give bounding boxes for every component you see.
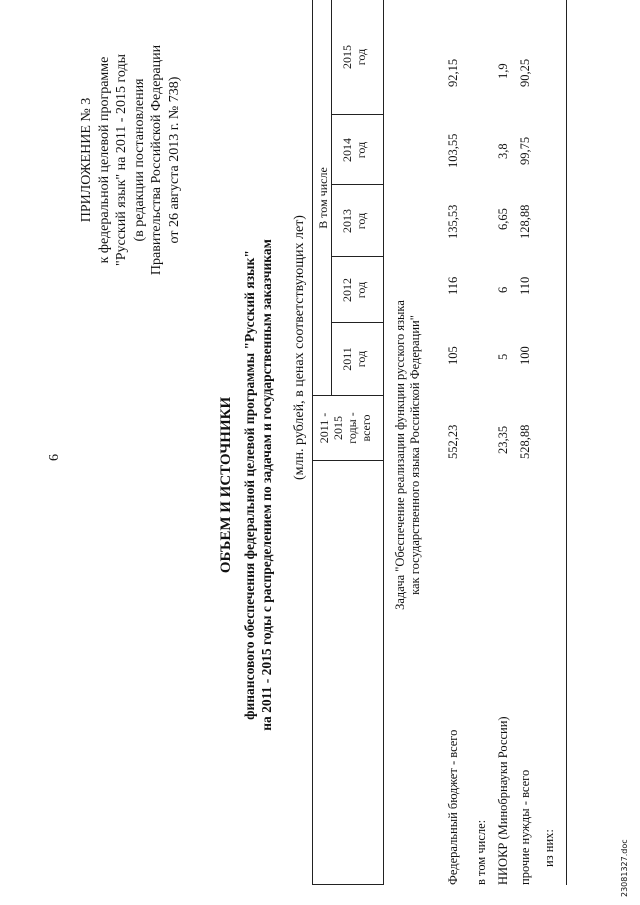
cell-2012: 116 xyxy=(446,276,460,295)
document-title xyxy=(218,125,275,845)
cell-2015: 90,25 xyxy=(518,58,532,87)
row-label-niokr: НИОКР (Минобрнауки России) xyxy=(496,716,510,885)
header-total-line: 2015 xyxy=(331,416,345,440)
footer-filename: 23081327.doc xyxy=(620,839,629,897)
header-total xyxy=(317,399,373,457)
task-line: Задача "Обеспечение реализации функции русского языка xyxy=(393,300,407,610)
row-label-federal-budget: Федеральный бюджет - всего xyxy=(446,729,460,885)
task-caption xyxy=(393,290,423,620)
cell-2013: 135,53 xyxy=(446,204,460,239)
cell-2014: 103,55 xyxy=(446,133,460,168)
header-year-label: 2011 xyxy=(340,347,354,371)
table-col-rule xyxy=(331,184,383,185)
row-label-including: в том числе: xyxy=(474,819,488,885)
table-col-rule xyxy=(331,322,383,323)
header-year-2013 xyxy=(340,187,368,255)
cell-2012: 6 xyxy=(496,286,510,293)
header-total-line: годы - xyxy=(345,412,359,444)
header-year-label: 2014 xyxy=(340,138,354,162)
header-year-unit: год xyxy=(354,48,368,66)
appendix-line: (в редакции постановления xyxy=(131,78,147,242)
title-subtitle: на 2011 - 2015 годы с распределением по задачам и государственным заказчикам xyxy=(259,239,274,731)
cell-2015: 1,9 xyxy=(496,63,510,79)
cell-2011: 105 xyxy=(446,346,460,365)
appendix-line: "Русский язык" на 2011 - 2015 годы xyxy=(114,54,129,266)
table-header-rule xyxy=(383,0,384,885)
header-year-unit: год xyxy=(354,350,368,368)
cell-total: 23,35 xyxy=(496,425,510,454)
cell-2014: 99,75 xyxy=(518,136,532,165)
header-year-2014 xyxy=(340,117,368,183)
task-line: как государственного языка Российской Федерации" xyxy=(408,315,422,595)
appendix-line: к федеральной целевой программе xyxy=(96,56,112,264)
cell-2014: 3,8 xyxy=(496,143,510,159)
cell-2011: 100 xyxy=(518,346,532,365)
header-year-label: 2012 xyxy=(340,278,354,302)
table-bottom-rule xyxy=(566,0,567,885)
cell-total: 528,88 xyxy=(518,424,532,459)
table-col-rule xyxy=(331,114,383,115)
title-subtitle: финансового обеспечения федеральной целевой программы "Русский язык" xyxy=(242,250,257,720)
header-year-label: 2013 xyxy=(340,209,354,233)
header-year-label: 2015 xyxy=(340,45,354,69)
appendix-line: Правительства Российской Федерации xyxy=(149,44,164,276)
units-note: (млн. рублей, в ценах соответствующих лет) xyxy=(292,215,307,480)
header-year-unit: год xyxy=(354,212,368,230)
cell-2013: 128,88 xyxy=(518,204,532,239)
table-left-rule xyxy=(312,884,383,885)
table-col-rule xyxy=(331,256,383,257)
cell-2011: 5 xyxy=(496,353,510,360)
cell-2015: 92,15 xyxy=(446,58,460,87)
header-total-line: 2011 - xyxy=(317,412,331,444)
cell-total: 552,23 xyxy=(446,424,460,459)
header-year-2012 xyxy=(340,259,368,321)
row-label-of-them: из них: xyxy=(542,829,556,867)
appendix-line: ПРИЛОЖЕНИЕ № 3 xyxy=(79,97,94,223)
row-label-other-needs: прочие нужды - всего xyxy=(518,769,532,885)
cell-2013: 6,65 xyxy=(496,208,510,230)
cell-2012: 110 xyxy=(518,276,532,295)
appendix-line: от 26 августа 2013 г. № 738) xyxy=(166,76,182,244)
table-col-rule xyxy=(312,460,383,461)
table-group-rule xyxy=(331,0,332,396)
appendix-note xyxy=(78,15,183,305)
header-year-2015 xyxy=(340,3,368,111)
title-main: ОБЪЕМ И ИСТОЧНИКИ xyxy=(218,396,234,574)
header-total-line: всего xyxy=(359,414,373,442)
header-year-unit: год xyxy=(354,281,368,299)
header-year-2011 xyxy=(340,325,368,393)
page-number: 6 xyxy=(47,454,62,461)
header-group: В том числе xyxy=(316,167,330,229)
table-top-rule xyxy=(312,0,313,885)
header-year-unit: год xyxy=(354,141,368,159)
